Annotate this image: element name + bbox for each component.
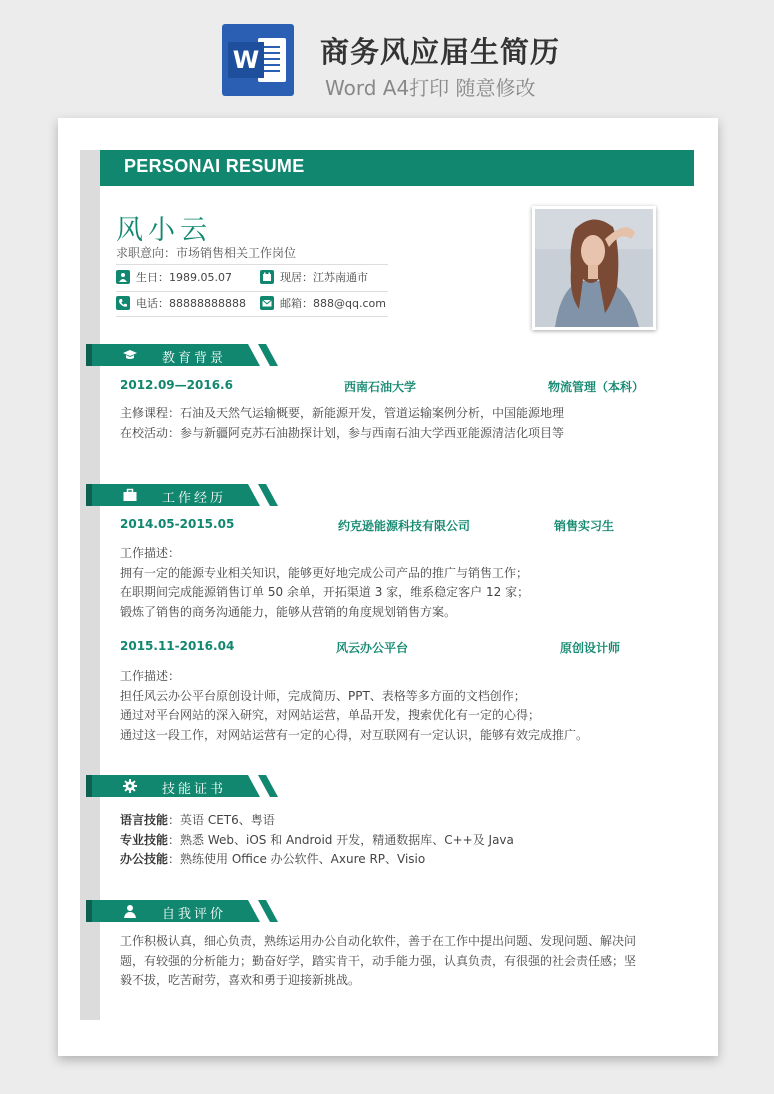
education-details (120, 404, 564, 443)
promo-banner (0, 0, 774, 118)
word-app-icon (222, 24, 294, 96)
section-skills-head (86, 775, 276, 797)
left-decor-bar (80, 150, 100, 1020)
skills-list (120, 811, 514, 870)
section-education-head (86, 344, 276, 366)
gear-icon (122, 778, 138, 794)
job-intent: 求职意向：市场销售相关工作岗位 (116, 246, 297, 260)
education-courses: 主修课程：石油及天然气运输概要，新能源开发，管道运输案例分析，中国能源地理 (120, 406, 565, 420)
candidate-name: 风小云 (116, 215, 212, 246)
job-1-role: 销售实习生 (554, 519, 615, 533)
user-icon (122, 903, 138, 919)
profile-photo (532, 206, 656, 330)
skill-office: 办公技能：熟练使用 Office 办公软件、Axure RP、Visio (120, 852, 426, 866)
phone-icon (116, 296, 130, 310)
resume-header-title: PERSONAI RESUME (124, 156, 305, 176)
residence-info: 现居：江苏南通市 (260, 269, 368, 285)
skill-language: 语言技能：英语 CET6、粤语 (120, 813, 275, 827)
section-self-head (86, 900, 276, 922)
graduation-cap-icon (122, 347, 138, 363)
skill-professional: 专业技能：熟悉 Web、iOS 和 Android 开发，精通数据库、C++及 Java (120, 832, 514, 847)
calendar-icon (260, 270, 274, 284)
resume-header-bar (100, 150, 694, 186)
phone-info: 电话：88888888888 (116, 295, 246, 311)
banner-subtitle: Word A4打印 随意修改 (325, 76, 536, 100)
education-major: 物流管理（本科） (548, 380, 645, 394)
word-letter: W (228, 42, 264, 78)
job-2-role: 原创设计师 (560, 641, 621, 655)
education-period: 2012.09—2016.6 (120, 378, 233, 392)
section-self-title: 自我评价 (162, 907, 227, 922)
birth-info: 生日：1989.05.07 (116, 269, 232, 285)
job-1-company: 约克逊能源科技有限公司 (338, 519, 471, 533)
person-icon (116, 270, 130, 284)
job-1-period: 2014.05-2015.05 (120, 517, 235, 531)
section-work-title: 工作经历 (162, 491, 227, 506)
job-1-description: 工作描述： 拥有一定的能源专业相关知识，能够更好地完成公司产品的推广与销售工作； 在职期间完成能源销售订单 50 余单，开拓渠道 3 家，维系稳定客户 12 家； 锻炼了销售的商务沟通能力，能够从营销的角度规划销售方案。 (120, 546, 530, 619)
section-work-head (86, 484, 276, 506)
briefcase-icon (122, 487, 138, 503)
email-info: 邮箱：888@qq.com (260, 295, 386, 311)
banner-title: 商务风应届生简历 (320, 35, 561, 69)
education-school: 西南石油大学 (344, 380, 417, 394)
section-education-title: 教育背景 (162, 351, 227, 366)
self-evaluation-text: 工作积极认真，细心负责，熟练运用办公自动化软件，善于在工作中提出问题、发现问题、解决问 题，有较强的分析能力；勤奋好学，踏实肯干，动手能力强，认真负责，有很强的社会责任感；坚 毅不拔，吃苦耐劳，喜欢和勇于迎接新挑战。 (120, 934, 637, 987)
mail-icon (260, 296, 274, 310)
education-activities: 在校活动：参与新疆阿克苏石油勘探计划，参与西南石油大学西亚能源清洁化项目等 (120, 425, 565, 440)
job-2-description: 工作描述： 担任风云办公平台原创设计师，完成简历、PPT、表格等多方面的文档创作； 通过对平台网站的深入研究，对网站运营，单品开发，搜索优化有一定的心得； 通过这一段工作，对网站运营有一定的心得，对互联网有一定认识，能够有效完成推广。 (120, 669, 589, 742)
job-2-period: 2015.11-2016.04 (120, 639, 235, 653)
section-skills-title: 技能证书 (162, 782, 227, 797)
resume-page (58, 118, 718, 1056)
job-2-company: 风云办公平台 (336, 641, 409, 655)
